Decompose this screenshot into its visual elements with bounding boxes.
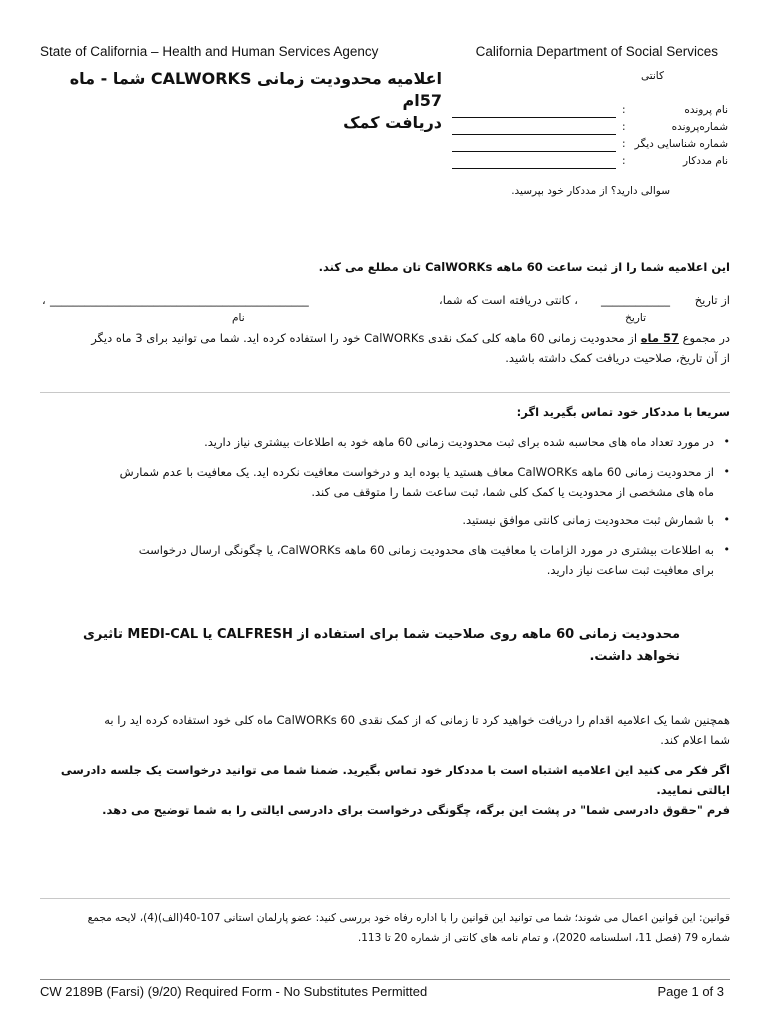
case-info-fields (450, 104, 730, 170)
field-other-id: شماره شناسایی دیگر : (450, 138, 730, 154)
field-label: شماره شناسایی دیگر (634, 138, 728, 150)
questions-text: سوالی دارید؟ از مددکار خود بپرسید. (511, 185, 670, 197)
form-id: CW 2189B (Farsi) (9/20) Required Form - No Substitutes Permitted (40, 984, 428, 999)
field-line[interactable] (452, 117, 616, 118)
date-label: تاریخ (625, 312, 646, 324)
notice-title-line2: دریافت کمک (343, 113, 442, 132)
date-blank[interactable]: ____________ (601, 293, 670, 307)
list-item: • از محدودیت زمانی 60 ماهه CalWORKs معاف هستید یا بوده اید و درخواست معافیت نکرده اید. یک معافیت با عدم شمارش ماه های مشخصی از محدودیت یا کمک کلی شما، ثبت ساعت شما را متوقف می کند. (119, 465, 730, 499)
page-number: Page 1 of 3 (657, 984, 724, 999)
field-case-name: نام پرونده : (450, 104, 730, 120)
hearing-paragraph: اگر فکر می کنید این اعلامیه اشتباه است با مددکار خود تماس بگیرید. ضمنا شما می توانید درخواست یک جلسه دادرسی ایالتی نمایید. فرم "حقوق دادرسی شما" در پشت این برگه، چگونگی درخواست برای دادرسی ایالتی را به شما توضیح می دهد. (60, 763, 730, 817)
contact-heading: سریعا با مددکار خود تماس بگیرید اگر: (516, 405, 730, 419)
also-paragraph: همچنین شما یک اعلامیه اقدام را دریافت خواهید کرد تا زمانی که از کمک نقدی 60 CalWORKs ماه کلی خود استفاده کرده اید را به شما اعلام کند. (104, 713, 730, 747)
total-line1: در مجموع 57 ماه از محدودیت زمانی 60 ماهه کلی کمک نقدی CalWORKs خود را استفاده کرده اید. شما می توانید برای 3 ماه دیگر (91, 331, 730, 345)
county-label: کانتی (640, 70, 664, 82)
laws-paragraph: قوانین: این قوانین اعمال می شوند؛ شما می توانید این قوانین را با اداره رفاه خود بررسی کنید: عضو پارلمان استانی 107-40(الف)(4)، لایحه مجمع شماره 79 (فصل 11، اسلسنامه 2020)، و تمام نامه های کانتی از شماره 20 تا 113. (87, 912, 730, 944)
name-label: نام (232, 312, 245, 324)
field-case-number: شماره‌پرونده : (450, 121, 730, 137)
field-line[interactable] (452, 168, 616, 169)
from-date-middle: ، کانتی دریافته است که شما، (439, 293, 578, 307)
total-line2: از آن تاریخ، صلاحیت دریافت کمک داشته باشید. (505, 351, 730, 365)
total-months-paragraph (40, 328, 730, 368)
notice-title-line1: اعلامیه محدودیت زمانی CALWORKS شما - ماه 57ام (69, 69, 442, 110)
bullet-list (40, 432, 730, 592)
medical-note: محدودیت زمانی 60 ماهه روی صلاحیت شما برای استفاده از CALFRESH یا MEDI-CAL تاثیری نخواهد داشت. (82, 627, 680, 664)
field-label: شماره‌پرونده (671, 121, 728, 133)
agency-header: State of California – Health and Human Services Agency (40, 44, 379, 59)
list-item: • در مورد تعداد ماه های محاسبه شده برای ثبت محدودیت زمانی 60 ماهه خود به اطلاعات بیشتری نیاز دارید. (204, 435, 730, 449)
notice-title (42, 68, 442, 134)
list-item: • به اطلاعات بیشتری در مورد الزامات یا معافیت های محدودیت زمانی 60 ماهه CalWORKs، یا چگونگی ارسال درخواست برای معافیت ثبت ساعت نیاز دارید. (138, 543, 730, 577)
department-header: California Department of Social Services (475, 44, 718, 59)
footer-rule (40, 979, 730, 980)
from-date-prefix: از تاریخ (694, 293, 730, 307)
field-line[interactable] (452, 151, 616, 152)
field-line[interactable] (452, 134, 616, 135)
intro-text: این اعلامیه شما را از ثبت ساعت 60 ماهه CalWORKs تان مطلع می کند. (318, 260, 730, 274)
field-worker-name: نام مددکار : (450, 155, 730, 171)
divider (40, 392, 730, 393)
months-used: 57 ماه (640, 331, 679, 345)
field-label: نام مددکار (682, 155, 728, 167)
list-item: • با شمارش ثبت محدودیت زمانی کانتی موافق نیستید. (462, 513, 730, 527)
divider (40, 898, 730, 899)
from-date-block: از تاریخ ____________ ، کانتی دریافته است که شما، _____________________________________________ ، تاریخ نام (40, 290, 730, 330)
field-label: نام پرونده (684, 104, 728, 116)
name-blank[interactable]: _____________________________________________ (50, 293, 309, 307)
